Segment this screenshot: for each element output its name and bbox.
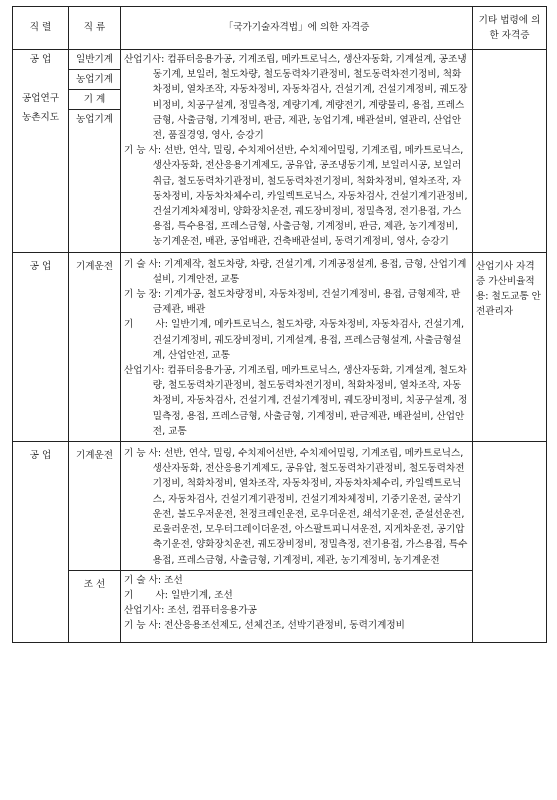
section1-line-0: 산업기사: 컴퓨터응용가공, 기계조립, 메카트로닉스, 생산자동화, 기계설계, 공조냉동기계, 보일러, 철도차량, 철도동력차기관정비, 철도동력차전기정비, 척화차정비, 열차조작, 자동차정비, 자동차검사, 건설기계, 건설기계정비, 궤도장비정비, 치공구설계, 정밀측정, 계량기계, 계량전기, 계량물리, 용접, 프레스금형, 사출금형, 기계정비, 판금, 제관, 농업기계, 배관설비, 열관리, 산업안전, 품질경영, 영사, 승강기 — [124, 54, 468, 142]
section3-certs-b — [121, 570, 473, 642]
section2-category: 공 업 — [13, 252, 69, 441]
section1-subcat-3: 농업기계 — [75, 114, 114, 125]
section2-other: 산업기사 자격증 가산비율적용: 철도교통 안전관리자 — [473, 252, 547, 441]
section1-line-1: 기 능 사: 선반, 연삭, 밀링, 수치제어선반, 수치제어밀링, 기계조립, 메카트로닉스, 생산자동화, 전산응용기계제도, 공유압, 공조냉동기계, 보일러시공, 보일러취급, 철도동력차기관정비, 철도동력차전기정비, 척화차정비, 열차조작, 자동차정비, 자동차차체수리, 카일렉트로닉스, 자동차검사, 건설기계기관정비, 건설기계차체정비, 양화장치운전, 궤도장비정비, 정밀측정, 전기용접, 가스용접, 특수용접, 프레스금형, 사출금형, 기계정비, 판금, 제관, 농기계정비, 농기계운전, 배관, 공업배관, 건축배관설비, 동력기계정비, 영사, 승강기 — [124, 145, 468, 248]
header-national-cert: 「국가기술자격법」에 의한 자격증 — [121, 7, 473, 50]
section1-certs — [121, 50, 473, 253]
section3a-line-0: 기 능 사: 선반, 연삭, 밀링, 수치제어선반, 수치제어밀링, 기계조립, 메카트로닉스, 생산자동화, 전산응용기계제도, 공유압, 철도동력차기관정비, 철도동력차전기정비, 척화차정비, 열차조작, 자동차정비, 자동차차체수리, 카일렉트로닉스, 자동차검사, 건설기계기관정비, 건설기계차체정비, 기중기운전, 굴삭기운전, 불도우저운전, 천정크레인운전, 로우더운전, 쇄석기운전, 준설선운전, 로울러운전, 모우터그레이더운전, 아스팔트피니셔운전, 지게차운전, 공기압축기운전, 양화장치운전, 궤도장비정비, 정밀측정, 전기용접, 가스용접, 특수용접, 프레스금형, 사출금형, 기계정비, 제관, 농기계정비, 농기계운전 — [124, 448, 468, 566]
section2-line-1: 기 능 장: 기계가공, 철도차량정비, 자동차정비, 건설기계정비, 용접, 금형제작, 판금제관, 배관 — [124, 289, 461, 316]
section1-category-1: 공업연구 — [21, 93, 60, 104]
section2-certs — [121, 252, 473, 441]
section2-row — [13, 252, 547, 441]
section3-subcat-a: 기계운전 — [69, 442, 121, 571]
section3b-line-3: 기 능 사: 전산응용조선제도, 선체건조, 선박기관정비, 동력기계정비 — [124, 620, 405, 632]
section1-row — [13, 50, 547, 253]
section1-other — [473, 50, 547, 253]
header-row — [13, 7, 547, 50]
header-class: 직 류 — [69, 7, 121, 50]
section1-categories — [13, 50, 69, 253]
section1-category-0: 공 업 — [29, 54, 52, 65]
section3b-line-0: 기 술 사: 조선 — [124, 574, 183, 586]
section1-subcat-2: 기 계 — [69, 90, 120, 110]
section3b-line-1: 기 사: 일반기계, 조선 — [124, 589, 233, 601]
section1-subcat-0: 일반기계 — [69, 50, 120, 70]
section2-line-3: 산업기사: 컴퓨터응용가공, 기계조립, 메카트로닉스, 생산자동화, 기계설계, 철도차량, 철도동력차기관정비, 철도동력차전기정비, 척화차정비, 열차조작, 자동차정비, 자동차검사, 건설기계, 건설기계정비, 궤도장비정비, 치공구설계, 정밀측정, 용접, 프레스금형, 사출금형, 기계정비, 판금제관, 배관설비, 산업안전, 교통 — [124, 365, 468, 437]
section3-certs-a — [121, 442, 473, 571]
section3-category: 공 업 — [13, 442, 69, 642]
section3b-line-2: 산업기사: 조선, 컴퓨터응용가공 — [124, 605, 257, 617]
section1-category-2: 농촌지도 — [21, 112, 60, 123]
section1-subcats — [69, 50, 121, 253]
section2-line-2: 기 사: 일반기계, 메카트로닉스, 철도차량, 자동차정비, 자동차검사, 건설기계, 건설기계정비, 궤도장비정비, 기계설계, 용접, 프레스금형설계, 사출금형설계, 산업안전, 교통 — [124, 319, 465, 361]
section2-subcat: 기계운전 — [69, 252, 121, 441]
section3-other — [473, 442, 547, 642]
section3a-row — [13, 442, 547, 571]
section1-subcat-1: 농업기계 — [69, 70, 120, 90]
section3b-row — [13, 570, 547, 642]
section2-line-0: 기 술 사: 기계제작, 철도차량, 차량, 건설기계, 기계공정설계, 용접, 금형, 산업기계설비, 기계안전, 교통 — [124, 258, 467, 285]
header-other-cert: 기타 법령에 의한 자격증 — [473, 7, 547, 50]
qualification-table — [12, 6, 547, 643]
section3-subcat-b: 조 선 — [69, 570, 121, 642]
header-series: 직 렬 — [13, 7, 69, 50]
